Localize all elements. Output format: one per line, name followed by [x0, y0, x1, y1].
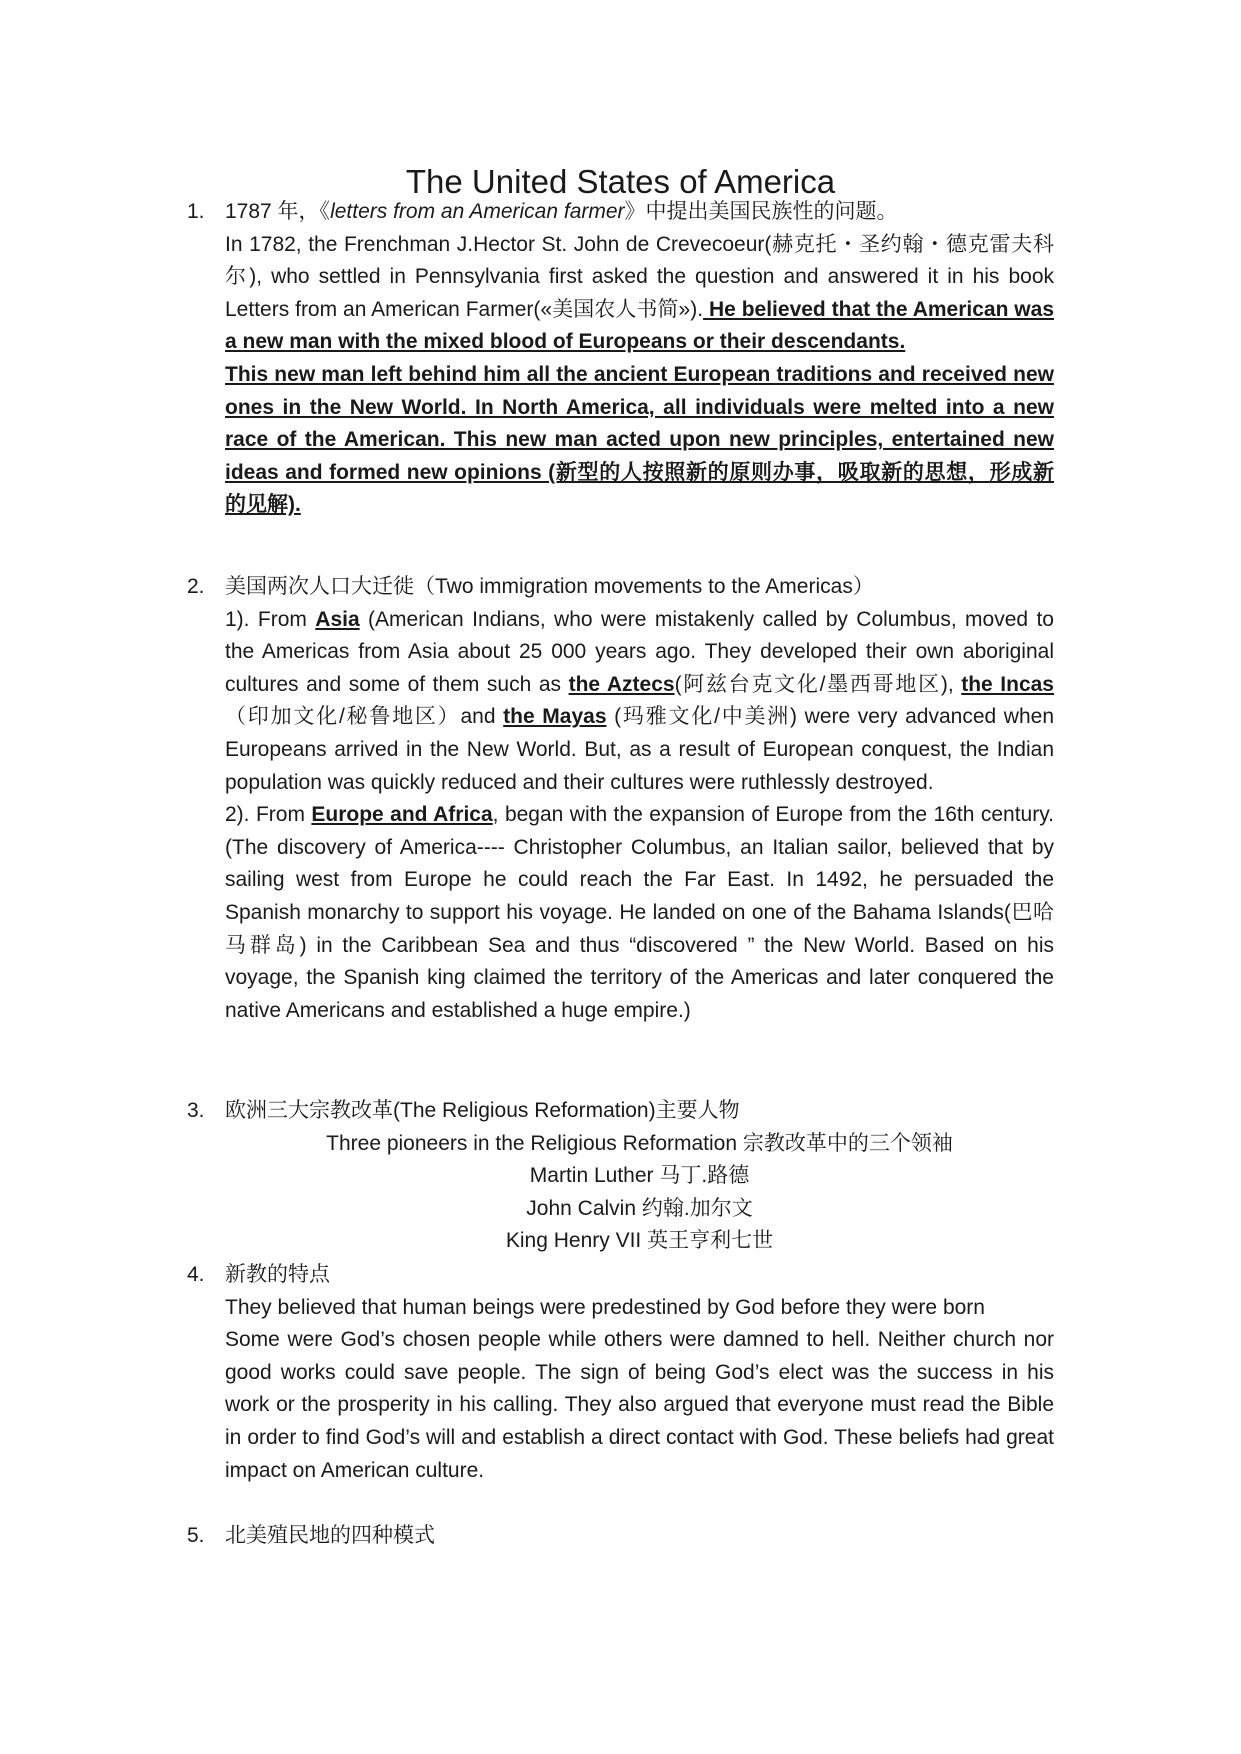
emphasis-text: He believed that the American was a new man with the mixed blood of Europeans or their descendants. — [225, 297, 1054, 354]
emphasis-text: the Mayas — [503, 705, 607, 729]
item-body — [225, 571, 1054, 1027]
paragraph-text: (阿兹台克文化/墨西哥地区), — [674, 672, 962, 696]
emphasis-text: the Incas — [961, 672, 1054, 696]
emphasis-paragraph: This new man left behind him all the ancient European traditions and received new ones in the New World. In North America, all individuals were melted into a new race of the American. This new man acted upon new principles, entertained new ideas and formed new opinions (新型的人按照新的原则办事，吸取新的思想，形成新的见解). — [225, 362, 1054, 517]
centered-line: Martin Luther 马丁.路德 — [529, 1164, 750, 1188]
emphasis-text: Europe and Africa — [311, 803, 493, 827]
item-body — [225, 1095, 1054, 1258]
paragraph-text: （印加文化/秘鲁地区）and — [225, 705, 504, 729]
emphasis-text: the Aztecs — [568, 672, 675, 696]
paragraph-text: (玛雅文化/中美洲) were very advanced when Europeans arrived in the New World. But, as a result of European conquest, the Indian population was quickly reduced and their cultures were ruthlessly destroyed. — [225, 705, 1055, 794]
page-title: The United States of America — [405, 163, 836, 200]
book-title: letters from an American farmer — [330, 200, 625, 223]
item-number: 2. — [187, 575, 205, 598]
paragraph: Some were God’s chosen people while others were damned to hell. Neither church nor good works could save people. The sign of being God’s elect was the success in his work or the prosperity in his calling. They also argued that everyone must read the Bible in order to find God’s will and establish a direct contact with God. These beliefs had great impact on American culture. — [225, 1328, 1054, 1482]
item-number: 1. — [187, 200, 205, 223]
paragraph — [225, 799, 1054, 1027]
item-heading: 美国两次人口大迁徙（Two immigration movements to the Americas） — [225, 575, 874, 598]
item-body — [225, 1259, 1054, 1487]
centered-line: John Calvin 约翰.加尔文 — [526, 1196, 753, 1220]
item-heading — [225, 196, 1054, 229]
centered-line: Three pioneers in the Religious Reformation 宗教改革中的三个领袖 — [326, 1131, 953, 1155]
paragraph-text: In 1782, the Frenchman J.Hector St. John de Crevecoeur(赫克托・圣约翰・德克雷夫科尔), who settled in Pennsylvania first asked the question and answered it in his book Letters from an American Farmer(«美国农人书简»). — [225, 232, 1054, 321]
heading-text: 1787 年，《 — [225, 200, 331, 223]
paragraph — [225, 604, 1054, 800]
item-heading: 北美殖民地的四种模式 — [225, 1524, 435, 1547]
item-body — [225, 196, 1054, 522]
item-number: 3. — [187, 1099, 205, 1122]
heading-text: 》中提出美国民族性的问题。 — [624, 200, 898, 223]
paragraph-text: 2). From — [225, 803, 312, 827]
item-heading: 新教的特点 — [225, 1263, 330, 1286]
paragraph: They believed that human beings were predestined by God before they were born — [225, 1295, 985, 1319]
paragraph-text: 1). From — [225, 607, 316, 631]
emphasis-text: Asia — [315, 607, 360, 631]
item-number: 5. — [187, 1524, 205, 1547]
paragraph-text: , began with the expansion of Europe from the 16th century. (The discovery of America---- Christopher Columbus, an Italian sailor, believed that by sailing west from Europe he could reach the Far East. In 1492, he persuaded the Spanish monarchy to support his voyage. He landed on one of the Bahama Islands(巴哈马群岛) in the Caribbean Sea and thus “discovered ” the New World. Based on his voyage, the Spanish king claimed the territory of the Americas and later conquered the native Americans and established a huge empire.) — [225, 803, 1054, 1022]
item-number: 4. — [187, 1263, 205, 1286]
paragraph-text: (American Indians, who were mistakenly called by Columbus, moved to the Americas from Asia about 25 000 years ago. They developed their own aboriginal cultures and some of them such as — [225, 607, 1054, 696]
item-body — [225, 1520, 1054, 1553]
item-heading: 欧洲三大宗教改革(The Religious Reformation)主要人物 — [225, 1099, 740, 1122]
centered-line: King Henry VII 英王亨利七世 — [505, 1229, 774, 1253]
paragraph — [225, 229, 1054, 359]
